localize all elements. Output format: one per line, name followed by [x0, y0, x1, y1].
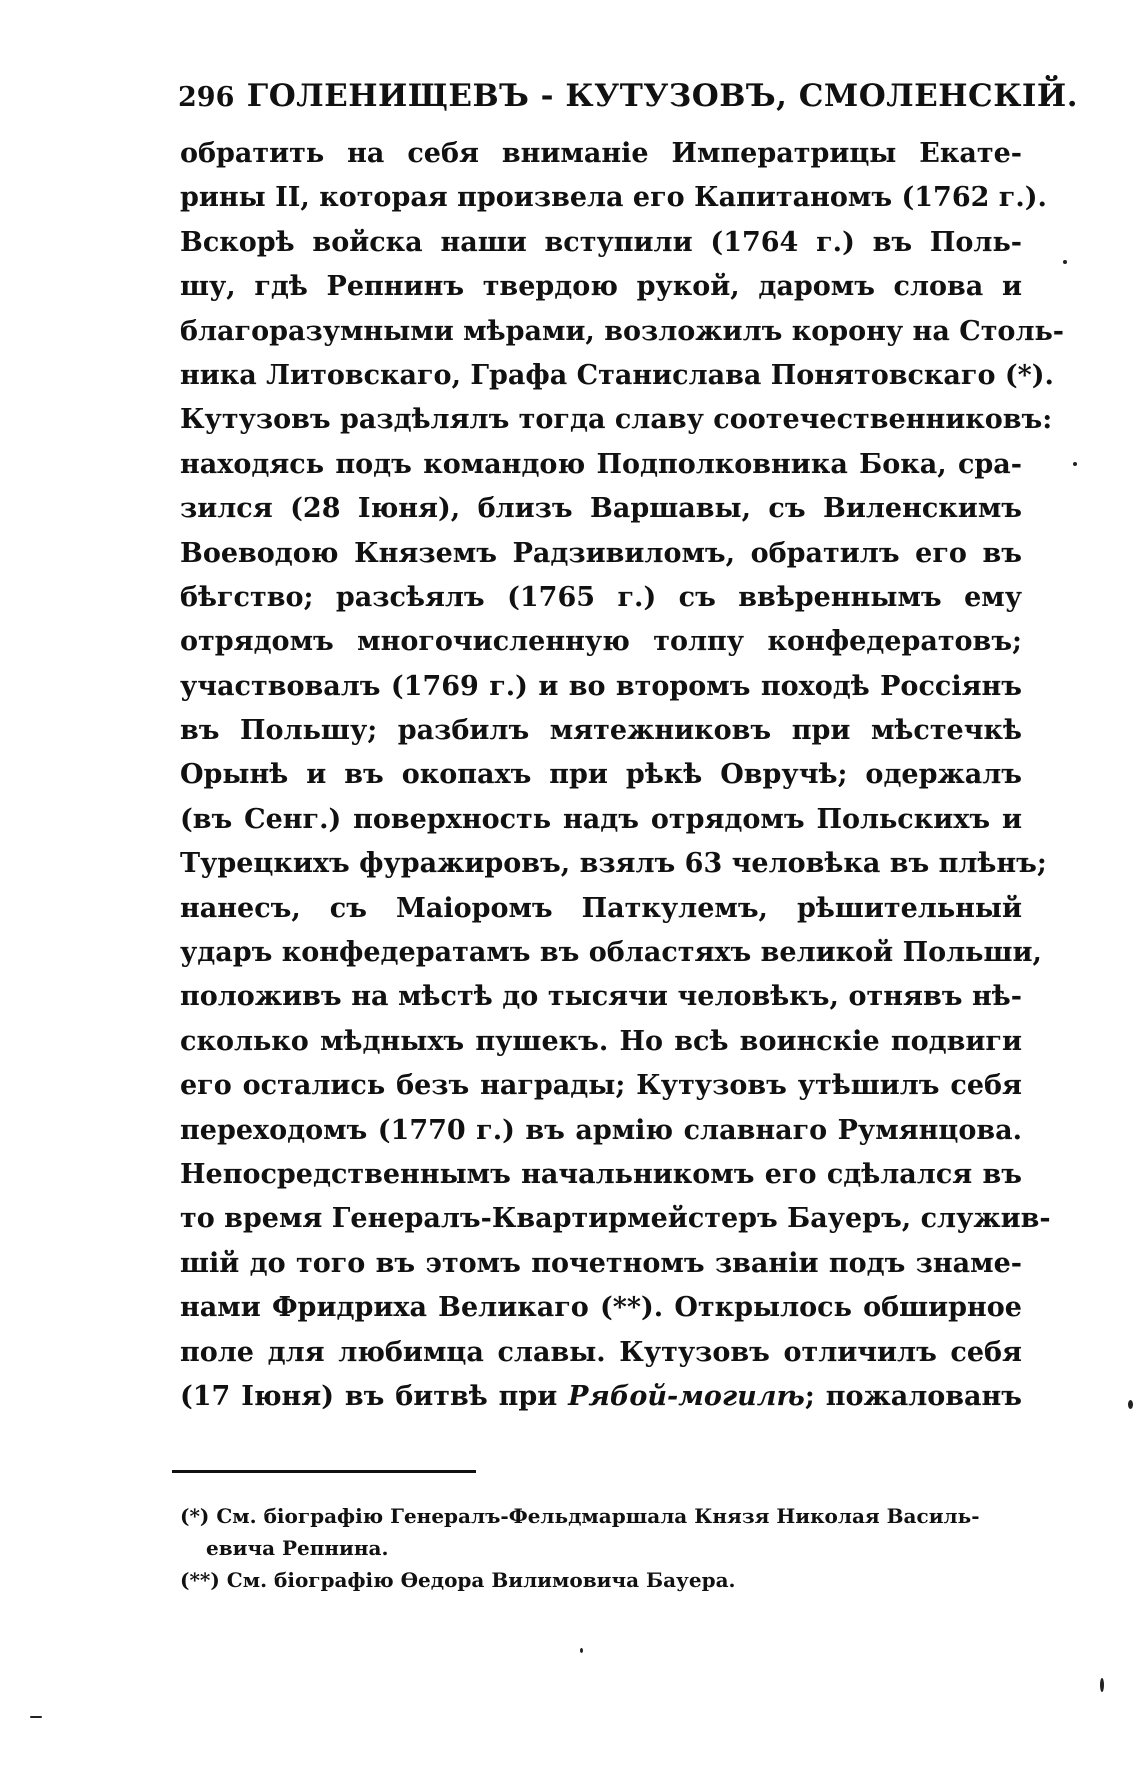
italic-place-name: Рябой-могилѣ: [568, 1380, 805, 1412]
text-line: Турецкихъ фуражировъ, взялъ 63 человѣка въ плѣнъ;: [180, 848, 1047, 880]
running-title: ГОЛЕНИЩЕВЪ - КУТУЗОВЪ, СМОЛЕНСКІЙ.: [246, 78, 1079, 114]
body-text: [180, 132, 1065, 1419]
footnote-1-continued: [180, 1532, 1022, 1564]
text-line: бѣгство; разсѣялъ (1765 г.) съ ввѣреннымъ ему: [180, 581, 1022, 613]
text-line: участвовалъ (1769 г.) и во второмъ походѣ Россіянъ: [180, 670, 1022, 702]
page-number: 296: [178, 82, 235, 113]
text-line: Непосредственнымъ начальникомъ его сдѣлался въ: [180, 1158, 1022, 1190]
scan-speck: [1063, 260, 1067, 264]
footnote-rule: [172, 1470, 476, 1473]
text-line: поле для любимца славы. Кутузовъ отличилъ себя: [180, 1336, 1022, 1368]
text-line: рины II, которая произвела его Капитаномъ (1762 г.).: [180, 182, 1047, 214]
text-line: ударъ конфедератамъ въ областяхъ великой Польши,: [180, 937, 1042, 969]
text-line: ника Литовскаго, Графа Станислава Понятовскаго (*).: [180, 359, 1054, 391]
text-line: Орынѣ и въ окопахъ при рѣкѣ Овручѣ; одержалъ: [180, 759, 1022, 791]
text-line: Вскорѣ войска наши вступили (1764 г.) въ Поль-: [180, 226, 1022, 258]
text-line: нанесъ, съ Маіоромъ Паткулемъ, рѣшительный: [180, 892, 1022, 924]
text-line: обратить на себя вниманіе Императрицы Екате-: [180, 138, 1022, 169]
scan-speck: [1128, 1400, 1133, 1409]
text-line: шій до того въ этомъ почетномъ званіи подъ знаме-: [180, 1247, 1022, 1279]
scan-speck: [1100, 1678, 1104, 1692]
text-line: Воеводою Княземъ Радзивиломъ, обратилъ его въ: [180, 537, 1022, 569]
text-line: его остались безъ награды; Кутузовъ утѣшилъ себя: [180, 1070, 1022, 1102]
text-line: переходомъ (1770 г.) въ армію славнаго Румянцова.: [180, 1114, 1022, 1146]
text-segment: ; пожалованъ: [804, 1380, 1023, 1412]
text-line: Кутузовъ раздѣлялъ тогда славу соотечественниковъ:: [180, 404, 1053, 436]
text-line: то время Генералъ-Квартирмейстеръ Бауеръ, служив-: [180, 1203, 1051, 1235]
footnotes: [180, 1500, 1022, 1596]
text-line: находясь подъ командою Подполковника Бока, сра-: [180, 448, 1022, 480]
footnote-1-continuation: евича Репнина.: [206, 1536, 389, 1560]
footnote-1: (*) См. біографію Генералъ-Фельдмаршала Князя Николая Василь-: [180, 1504, 980, 1528]
text-line: шу, гдѣ Репнинъ твердою рукой, даромъ слова и: [180, 271, 1022, 303]
text-line: нами Фридриха Великаго (**). Открылось обширное: [180, 1292, 1022, 1324]
text-line: благоразумными мѣрами, возложилъ корону на Столь-: [180, 315, 1065, 347]
scan-speck: [1073, 462, 1077, 466]
text-line: (въ Сенг.) поверхность надъ отрядомъ Польскихъ и: [180, 803, 1022, 835]
text-line: отрядомъ многочисленную толпу конфедератовъ;: [180, 626, 1022, 658]
text-line: сколько мѣдныхъ пушекъ. Но всѣ воинскіе подвиги: [180, 1025, 1022, 1057]
page-header: [178, 76, 1079, 118]
text-line-last: [180, 1375, 1022, 1419]
text-line: зился (28 Іюня), близъ Варшавы, съ Виленскимъ: [180, 493, 1022, 525]
footnote-2: (**) См. біографію Ѳедора Вилимовича Бауера.: [180, 1568, 736, 1592]
text-line: положивъ на мѣстѣ до тысячи человѣкъ, отнявъ нѣ-: [180, 981, 1022, 1013]
text-line: въ Польшу; разбилъ мятежниковъ при мѣстечкѣ: [180, 715, 1022, 747]
text-segment: (17 Іюня) въ битвѣ при: [180, 1380, 569, 1412]
scan-speck: [580, 1648, 583, 1653]
scan-speck: [30, 1716, 42, 1718]
